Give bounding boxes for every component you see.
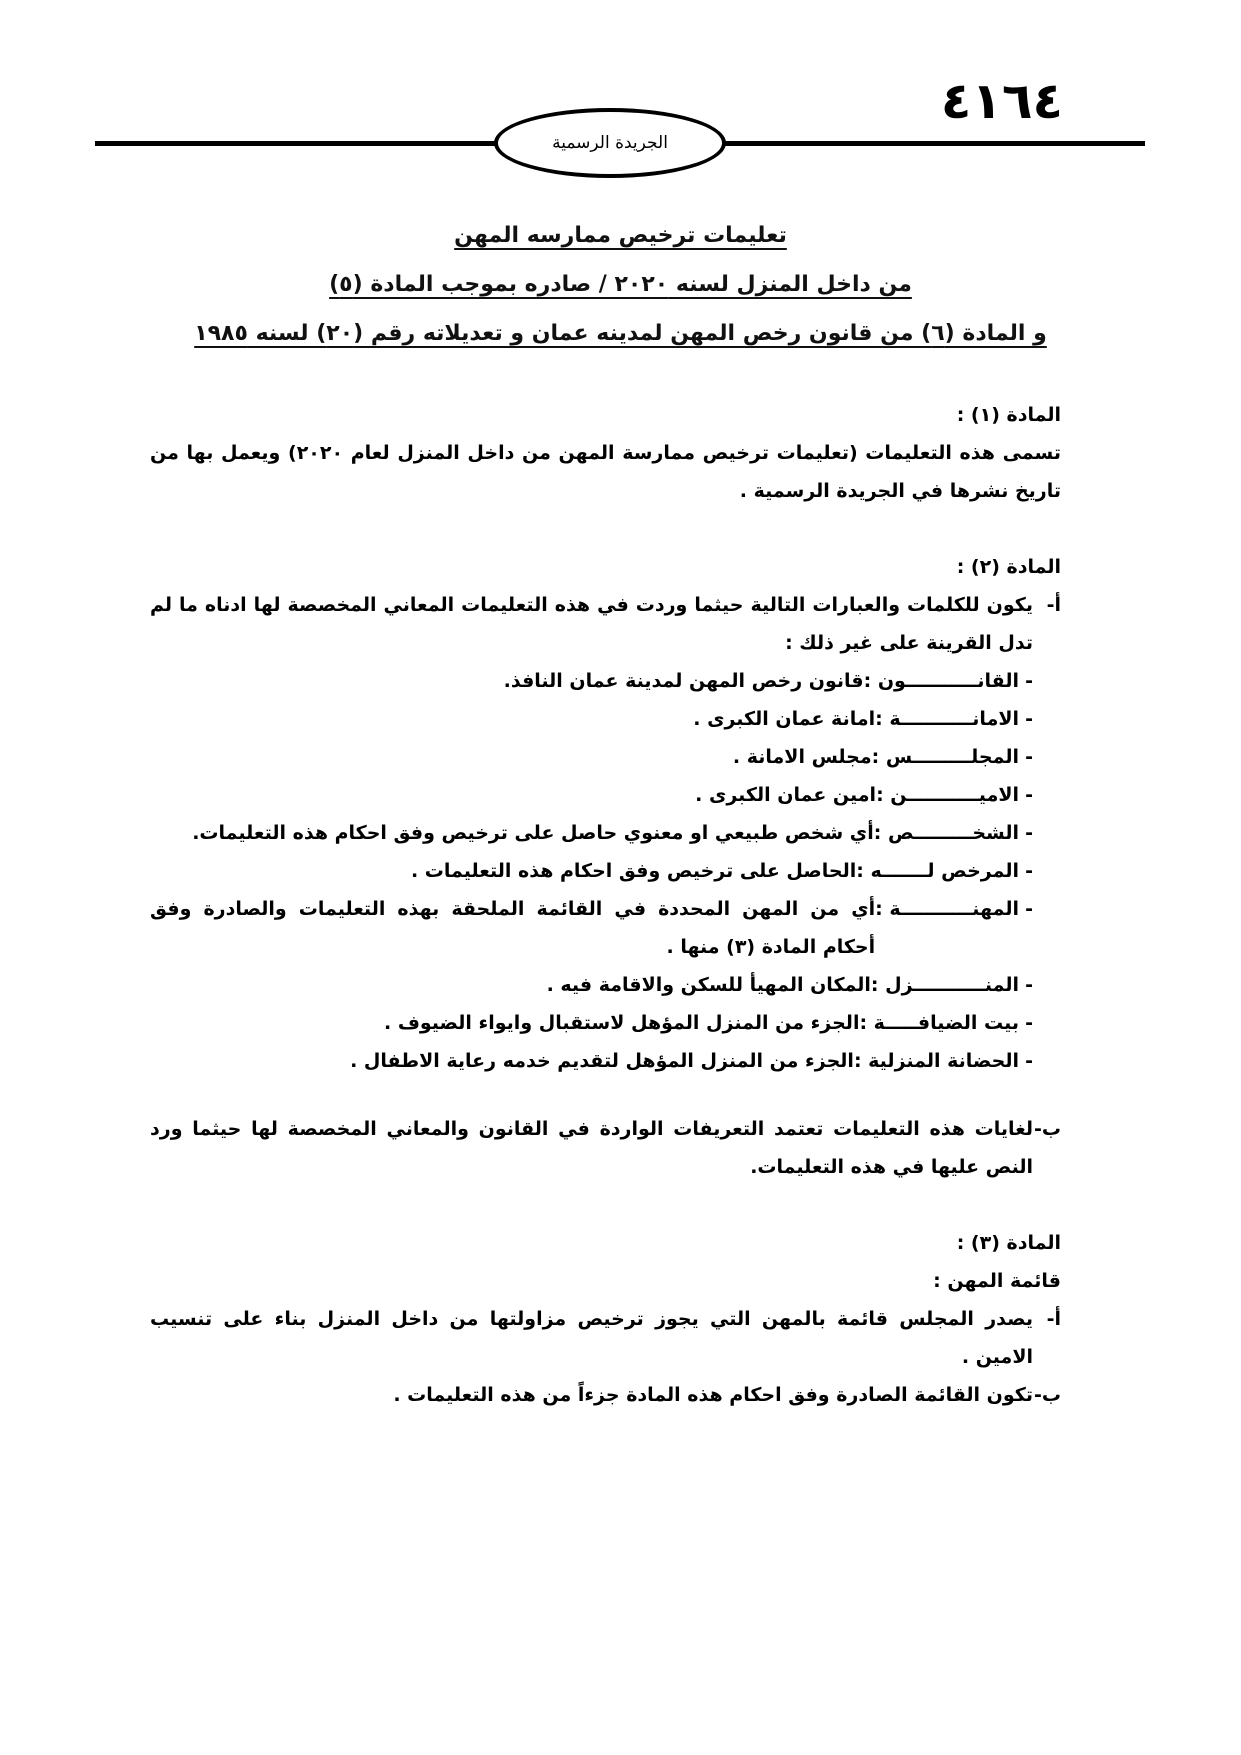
definitions-list xyxy=(150,662,1061,1080)
definition-item: - المجلـــــــــس : مجلس الامانة . xyxy=(150,738,1033,776)
definition-desc: أي شخص طبيعي او معنوي حاصل على ترخيص وفق احكام هذه التعليمات. xyxy=(192,822,874,844)
definition-desc: امانة عمان الكبرى . xyxy=(693,708,876,730)
clause-marker: أ- xyxy=(1046,594,1061,616)
article-2-clause-a xyxy=(150,586,1061,662)
article-3-clause-b xyxy=(150,1376,1061,1414)
definition-term: المهنـــــــــــة : xyxy=(875,898,1019,920)
gazette-name: الجريدة الرسمية xyxy=(552,133,668,153)
page-number: ٤١٦٤ xyxy=(940,72,1063,130)
clause-marker: ب- xyxy=(1034,1118,1061,1140)
definition-item: - القانـــــــــــون : قانون رخص المهن لمدينة عمان النافذ. xyxy=(150,662,1033,700)
definition-term: الحضانة المنزلية : xyxy=(853,1050,1019,1072)
definition-term: الشخـــــــــص : xyxy=(873,822,1019,844)
clause-text: يصدر المجلس قائمة بالمهن التي يجوز ترخيص مزاولتها من داخل المنزل بناء على تنسيب الامين . xyxy=(150,1308,1033,1368)
definition-desc: أي من المهن المحددة في القائمة الملحقة بهذه التعليمات والصادرة وفق أحكام المادة (٣) منها . xyxy=(150,898,876,958)
article-1-heading: المادة (١) : xyxy=(956,404,1061,426)
definition-item: - بيت الضيافـــــة : الجزء من المنزل المؤهل لاستقبال وايواء الضيوف . xyxy=(150,1004,1033,1042)
definition-term: المجلـــــــــس : xyxy=(871,746,1019,768)
definition-desc: الجزء من المنزل المؤهل لاستقبال وايواء الضيوف . xyxy=(383,1012,860,1034)
definition-desc: امين عمان الكبرى . xyxy=(695,784,877,806)
clause-text: يكون للكلمات والعبارات التالية حيثما وردت في هذه التعليمات المعاني المخصصة لها ادناه ما لم تدل القرينة على غير ذلك : xyxy=(150,594,1033,654)
clause-marker: أ- xyxy=(1046,1308,1061,1330)
definition-desc: المكان المهيأ للسكن والاقامة فيه . xyxy=(546,974,871,996)
definition-desc: قانون رخص المهن لمدينة عمان النافذ. xyxy=(503,670,864,692)
definition-item: - الشخـــــــــص : أي شخص طبيعي او معنوي حاصل على ترخيص وفق احكام هذه التعليمات. xyxy=(150,814,1033,852)
article-3-heading: المادة (٣) : xyxy=(956,1232,1061,1254)
document-title xyxy=(100,222,1141,369)
title-line-2: من داخل المنزل لسنه ٢٠٢٠ / صادره بموجب المادة (٥) xyxy=(329,272,912,297)
gazette-name-oval xyxy=(494,108,726,178)
article-2-heading: المادة (٢) : xyxy=(956,556,1061,578)
article-1-text: تسمى هذه التعليمات (تعليمات ترخيص ممارسة المهن من داخل المنزل لعام ٢٠٢٠) ويعمل بها من تاريخ نشرها في الجريدة الرسمية . xyxy=(150,442,1061,502)
definition-item: - الامانـــــــــــة : امانة عمان الكبرى . xyxy=(150,700,1033,738)
definition-item: - الحضانة المنزلية : الجزء من المنزل المؤهل لتقديم خدمه رعاية الاطفال . xyxy=(150,1042,1033,1080)
definition-item: - المنـــــــــــزل : المكان المهيأ للسكن والاقامة فيه . xyxy=(150,966,1033,1004)
definition-desc: الجزء من المنزل المؤهل لتقديم خدمه رعاية الاطفال . xyxy=(350,1050,854,1072)
clause-marker: ب- xyxy=(1034,1384,1061,1406)
header-rule-left xyxy=(95,141,495,146)
definition-item: - المرخص لـــــــه : الحاصل على ترخيص وفق احكام هذه التعليمات . xyxy=(150,852,1033,890)
definition-term: المرخص لـــــــه : xyxy=(856,860,1019,882)
article-3-clause-a xyxy=(150,1300,1061,1376)
definition-item: - الاميـــــــــــن : امين عمان الكبرى . xyxy=(150,776,1033,814)
clause-text: لغايات هذه التعليمات تعتمد التعريفات الواردة في القانون والمعاني المخصصة لها حيثما ورد النص عليها في هذه التعليمات. xyxy=(150,1118,1033,1178)
definition-term: القانـــــــــــون : xyxy=(863,670,1019,692)
article-2-clause-b xyxy=(150,1110,1061,1186)
definition-term: الاميـــــــــــن : xyxy=(876,784,1019,806)
article-3-subheading: قائمة المهن : xyxy=(933,1270,1061,1292)
definition-desc: مجلس الامانة . xyxy=(732,746,872,768)
clause-text: تكون القائمة الصادرة وفق احكام هذه المادة جزءاً من هذه التعليمات . xyxy=(393,1384,1033,1406)
title-line-3: و المادة (٦) من قانون رخص المهن لمدينه عمان و تعديلاته رقم (٢٠) لسنه ١٩٨٥ xyxy=(194,321,1047,346)
title-line-1: تعليمات ترخيص ممارسه المهن xyxy=(454,223,787,248)
definition-item: - المهنـــــــــــة : أي من المهن المحددة في القائمة الملحقة بهذه التعليمات والصادرة وفق أحكام المادة (٣) منها . xyxy=(150,890,1033,966)
document-body xyxy=(150,396,1061,1414)
definition-term: الامانـــــــــــة : xyxy=(875,708,1019,730)
definition-term: المنـــــــــــزل : xyxy=(870,974,1019,996)
definition-desc: الحاصل على ترخيص وفق احكام هذه التعليمات . xyxy=(410,860,857,882)
definition-term: بيت الضيافـــــة : xyxy=(859,1012,1019,1034)
header-rule-right xyxy=(725,141,1145,146)
